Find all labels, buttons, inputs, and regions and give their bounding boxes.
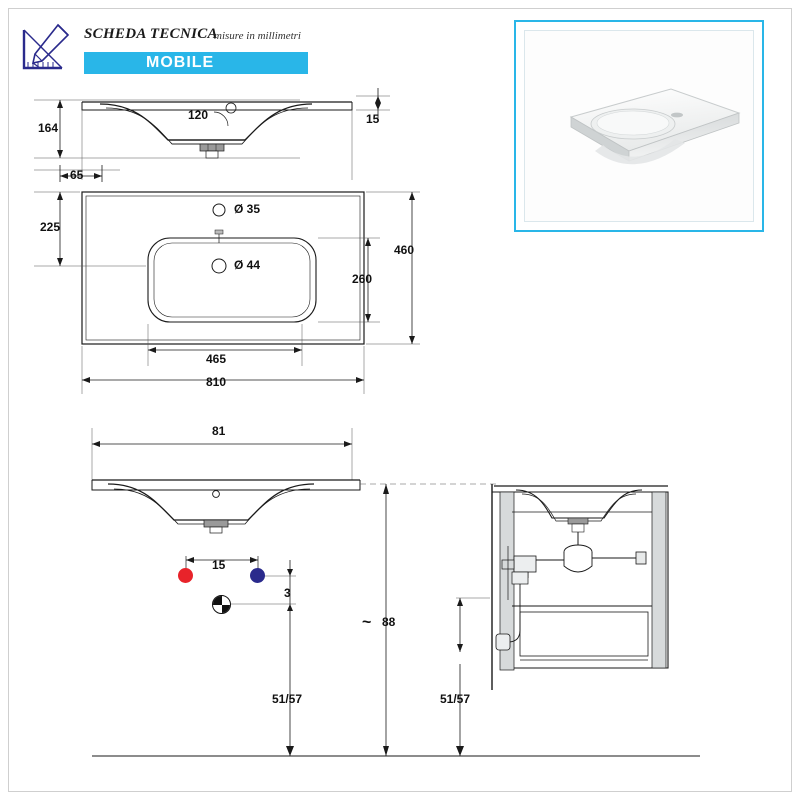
sheet-subtitle: misure in millimetri <box>214 30 301 42</box>
section-bar-label: MOBILE <box>146 54 215 71</box>
dim-label-floor-right: 51/57 <box>440 692 471 706</box>
dim-label-460: 460 <box>394 243 415 257</box>
dim-label-810: 810 <box>206 375 227 389</box>
dim-label-floor-left: 51/57 <box>272 692 303 706</box>
dim-label-65: 65 <box>70 168 84 182</box>
dim-label-225: 225 <box>40 220 61 234</box>
approx-symbol: ~ <box>362 614 372 631</box>
red-water-supply-dot <box>178 568 193 583</box>
dim-label-3: 3 <box>284 586 291 600</box>
dim-label-hole-35: Ø 35 <box>234 202 261 216</box>
blue-water-supply-dot <box>250 568 265 583</box>
dim-label-15-top: 15 <box>366 112 380 126</box>
dim-label-164: 164 <box>38 121 59 135</box>
dim-label-81: 81 <box>212 424 226 438</box>
dim-label-88: 88 <box>382 615 396 629</box>
dim-label-120: 120 <box>188 108 209 122</box>
dim-label-15-lower: 15 <box>212 558 226 572</box>
sheet-title: SCHEDA TECNICA <box>84 26 218 42</box>
dim-label-260: 260 <box>352 272 373 286</box>
dim-label-hole-44: Ø 44 <box>234 258 261 272</box>
drain-pie-dot <box>212 595 231 614</box>
dim-label-465: 465 <box>206 352 227 366</box>
